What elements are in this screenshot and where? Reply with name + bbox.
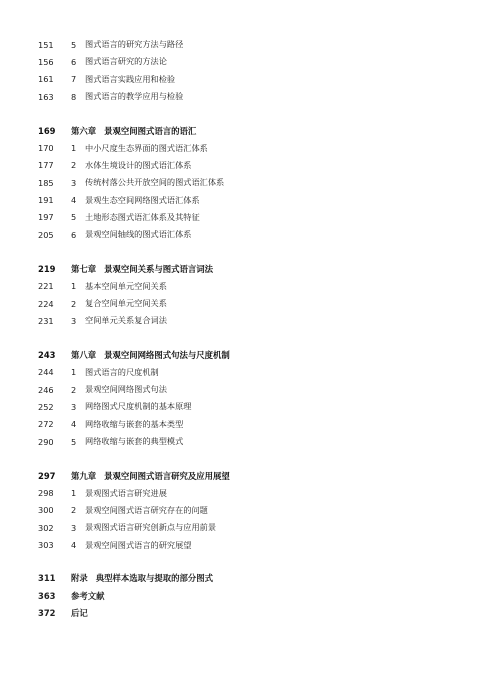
- toc-section-title: 景观图式语言研究进展: [85, 487, 167, 498]
- toc-entry[interactable]: [38, 226, 458, 243]
- toc-page-number: 246: [38, 384, 54, 395]
- toc-page-number: 311: [38, 573, 56, 584]
- toc-section-number: 3: [71, 315, 77, 326]
- toc-page-number: 244: [38, 367, 54, 378]
- toc-page-number: 185: [38, 177, 54, 188]
- toc-chapter-7[interactable]: [38, 260, 458, 277]
- toc-section-number: 3: [71, 401, 77, 412]
- toc-section-title: 图式语言的尺度机制: [85, 366, 159, 377]
- toc-entry[interactable]: [38, 536, 458, 553]
- toc-section-title: 景观空间图式语言的研究展望: [85, 539, 192, 550]
- toc-section-number: 5: [71, 212, 77, 223]
- toc-appendix-title: 典型样本选取与提取的部分图式: [95, 573, 213, 584]
- toc-references[interactable]: [38, 587, 458, 604]
- toc-page-number: 221: [38, 281, 54, 292]
- toc-page-number: 177: [38, 160, 54, 171]
- toc-section-title: 网络图式尺度机制的基本原理: [85, 401, 192, 412]
- toc-page-number: 161: [38, 74, 54, 85]
- toc-page-number: 170: [38, 143, 54, 154]
- toc-page-number: 163: [38, 91, 54, 102]
- toc-entry[interactable]: [38, 36, 458, 53]
- toc-page-number: 300: [38, 505, 54, 516]
- toc-section-number: 4: [71, 540, 77, 551]
- toc-entry[interactable]: [38, 53, 458, 70]
- toc-entry[interactable]: [38, 157, 458, 174]
- toc-entry[interactable]: [38, 433, 458, 450]
- toc-entry[interactable]: [38, 381, 458, 398]
- section-gap: [38, 329, 458, 346]
- toc-chapter-title: 景观空间图式语言研究及应用展望: [104, 470, 230, 481]
- toc-section-number: 2: [71, 160, 77, 171]
- toc-page-number: 151: [38, 39, 54, 50]
- toc-entry[interactable]: [38, 278, 458, 295]
- toc-section-title: 土地形态图式语汇体系及其特征: [85, 211, 200, 222]
- toc-references-label: 参考文献: [71, 590, 105, 601]
- toc-section-title: 景观空间图式语言研究存在的问题: [85, 504, 208, 515]
- toc-entry[interactable]: [38, 364, 458, 381]
- toc-section-title: 基本空间单元空间关系: [85, 280, 167, 291]
- toc-entry[interactable]: [38, 502, 458, 519]
- toc-section-title: 景观空间网络图式句法: [85, 384, 167, 395]
- toc-section-title: 中小尺度生态界面的图式语汇体系: [85, 142, 208, 153]
- toc-entry[interactable]: [38, 398, 458, 415]
- section-gap: [38, 554, 458, 570]
- toc-entry[interactable]: [38, 88, 458, 105]
- toc-section-title: 空间单元关系复合词法: [85, 315, 167, 326]
- toc-section-title: 水体生境设计的图式语汇体系: [85, 159, 192, 170]
- toc-section-title: 网络收缩与嵌套的基本类型: [85, 418, 184, 429]
- toc-entry[interactable]: [38, 519, 458, 536]
- toc-section-title: 图式语言实践应用和检验: [85, 73, 176, 84]
- toc-chapter-label: 第九章: [71, 470, 97, 481]
- toc-entry[interactable]: [38, 312, 458, 329]
- toc-section-number: 4: [71, 195, 77, 206]
- toc-section-number: 2: [71, 505, 77, 516]
- toc-entry[interactable]: [38, 71, 458, 88]
- toc-page-number: 197: [38, 212, 54, 223]
- toc-chapter-label: 第六章: [71, 125, 97, 136]
- toc-entry[interactable]: [38, 209, 458, 226]
- toc-section-number: 1: [71, 488, 77, 499]
- toc-section-number: 7: [71, 74, 77, 85]
- toc-section-number: 5: [71, 39, 77, 50]
- toc-section-title: 传统村落公共开放空间的图式语汇体系: [85, 177, 225, 188]
- toc-page-number: 205: [38, 229, 54, 240]
- toc-section-number: 1: [71, 281, 77, 292]
- toc-page-number: 219: [38, 263, 56, 274]
- toc-chapter-6[interactable]: [38, 122, 458, 139]
- toc-page-number: 363: [38, 590, 56, 601]
- table-of-contents: [38, 36, 458, 622]
- toc-section-title: 网络收缩与嵌套的典型模式: [85, 436, 184, 447]
- toc-section-number: 2: [71, 384, 77, 395]
- toc-section-number: 3: [71, 522, 77, 533]
- toc-section-number: 3: [71, 177, 77, 188]
- toc-afterword-label: 后记: [71, 607, 88, 618]
- toc-page-number: 297: [38, 470, 56, 481]
- toc-section-number: 2: [71, 298, 77, 309]
- toc-entry[interactable]: [38, 174, 458, 191]
- toc-entry[interactable]: [38, 485, 458, 502]
- toc-section-title: 景观空间轴线的图式语汇体系: [85, 229, 192, 240]
- toc-section-title: 复合空间单元空间关系: [85, 298, 167, 308]
- toc-section-title: 景观图式语言研究创新点与应用前景: [85, 522, 217, 533]
- toc-page-number: 224: [38, 298, 54, 309]
- toc-chapter-9[interactable]: [38, 467, 458, 484]
- toc-page-number: 231: [38, 315, 54, 326]
- toc-entry[interactable]: [38, 191, 458, 208]
- toc-chapter-title: 景观空间图式语言的语汇: [104, 125, 197, 136]
- toc-section-number: 6: [71, 229, 77, 240]
- toc-page-number: 290: [38, 436, 54, 447]
- toc-chapter-label: 第七章: [71, 263, 97, 274]
- toc-page-number: 156: [38, 56, 54, 67]
- toc-page-number: 169: [38, 125, 56, 136]
- toc-entry[interactable]: [38, 416, 458, 433]
- toc-appendix-label: 附录: [71, 573, 88, 584]
- toc-section-title: 图式语言研究的方法论: [85, 56, 167, 67]
- toc-section-number: 8: [71, 91, 77, 102]
- toc-section-number: 1: [71, 367, 77, 378]
- section-gap: [38, 105, 458, 122]
- toc-appendix[interactable]: [38, 570, 458, 587]
- toc-section-number: 4: [71, 419, 77, 430]
- toc-chapter-label: 第八章: [71, 350, 97, 361]
- toc-entry[interactable]: [38, 139, 458, 156]
- toc-page-number: 302: [38, 522, 54, 533]
- toc-section-number: 6: [71, 56, 77, 67]
- toc-entry[interactable]: [38, 295, 458, 312]
- toc-chapter-title: 景观空间网络图式句法与尺度机制: [104, 350, 230, 361]
- toc-page-number: 243: [38, 350, 56, 361]
- toc-chapter-title: 景观空间关系与图式语言词法: [104, 263, 213, 274]
- toc-page-number: 298: [38, 488, 54, 499]
- toc-page-number: 372: [38, 607, 56, 618]
- toc-afterword[interactable]: [38, 604, 458, 621]
- toc-section-title: 图式语言的研究方法与路径: [85, 39, 184, 50]
- toc-chapter-8[interactable]: [38, 346, 458, 363]
- toc-page-number: 252: [38, 401, 54, 412]
- toc-section-number: 5: [71, 436, 77, 447]
- section-gap: [38, 450, 458, 467]
- toc-page-number: 303: [38, 540, 54, 551]
- toc-section-title: 景观生态空间网络图式语汇体系: [85, 194, 200, 205]
- toc-page-number: 272: [38, 419, 54, 430]
- toc-section-number: 1: [71, 143, 77, 154]
- toc-section-title: 图式语言的教学应用与检验: [85, 91, 184, 102]
- toc-page-number: 191: [38, 195, 54, 206]
- section-gap: [38, 243, 458, 260]
